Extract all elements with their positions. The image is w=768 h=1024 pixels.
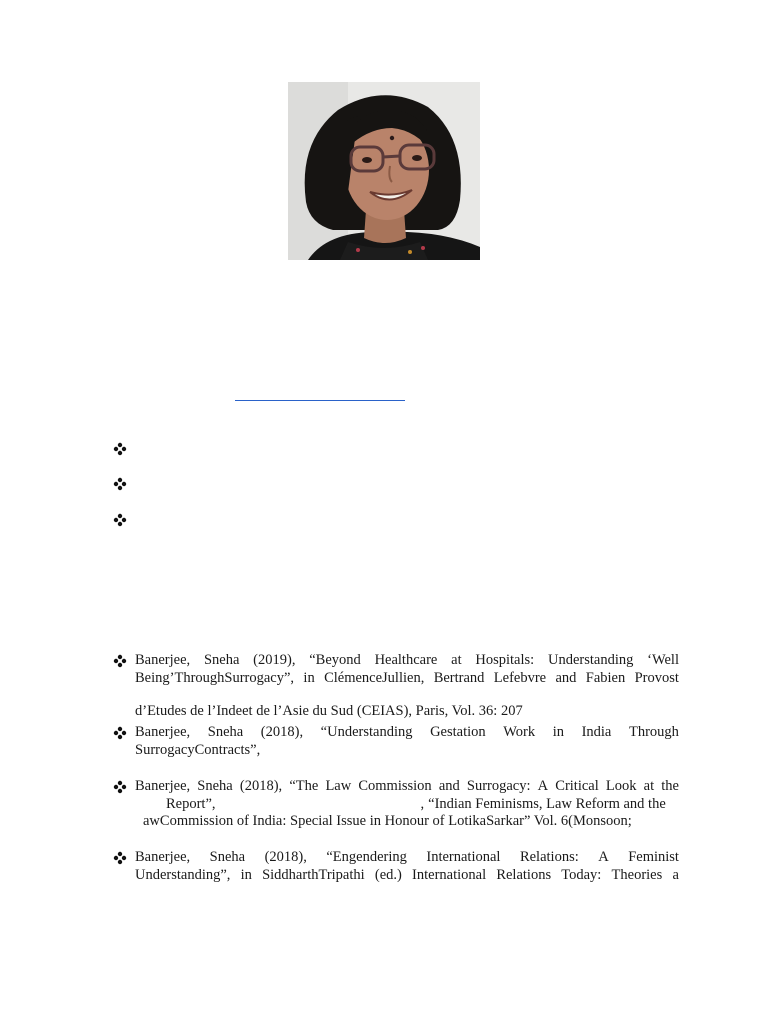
list-bullet — [113, 442, 127, 456]
publication-line: Understanding”, in SiddharthTripathi (ed.) International Relations Today: Theories a — [135, 866, 679, 883]
publication-item — [113, 849, 679, 884]
diamond-bullet-icon — [113, 442, 127, 456]
publication-line: d’Etudes de l’Indeet de l’Asie du Sud (CEIAS), Paris, Vol. 36: 207 — [135, 703, 523, 719]
publication-line: Banerjee, Sneha (2018), “Understanding Gestation Work in India Through — [135, 724, 679, 740]
publication-line: Report”, , “Indian Feminisms, Law Reform and the — [166, 795, 666, 812]
publication-line: Banerjee, Sneha (2018), “Engendering International Relations: A Feminist — [135, 849, 679, 865]
publication-item — [113, 778, 679, 831]
diamond-bullet-icon — [113, 654, 127, 668]
publication-line: Being’ThroughSurrogacy”, in ClémenceJullien, Bertrand Lefebvre and Fabien Provost — [135, 669, 679, 686]
diamond-bullet-icon — [113, 726, 127, 740]
diamond-bullet-icon — [113, 851, 127, 865]
publication-line: awCommission of India: Special Issue in Honour of LotikaSarkar” Vol. 6(Monsoon; — [143, 813, 632, 829]
profile-photo — [288, 82, 480, 260]
email-link[interactable] — [235, 388, 405, 401]
publication-item — [113, 652, 679, 721]
diamond-bullet-icon — [113, 513, 127, 527]
list-bullet — [113, 513, 127, 527]
publication-item — [113, 724, 679, 759]
diamond-bullet-icon — [113, 780, 127, 794]
publication-line: Banerjee, Sneha (2019), “Beyond Healthcare at Hospitals: Understanding ‘Well — [135, 652, 679, 668]
diamond-bullet-icon — [113, 477, 127, 491]
publication-line: SurrogacyContracts”, — [135, 741, 261, 758]
list-bullet — [113, 477, 127, 491]
portrait-photo — [288, 82, 480, 260]
publication-line: Banerjee, Sneha (2018), “The Law Commission and Surrogacy: A Critical Look at the — [135, 778, 679, 794]
